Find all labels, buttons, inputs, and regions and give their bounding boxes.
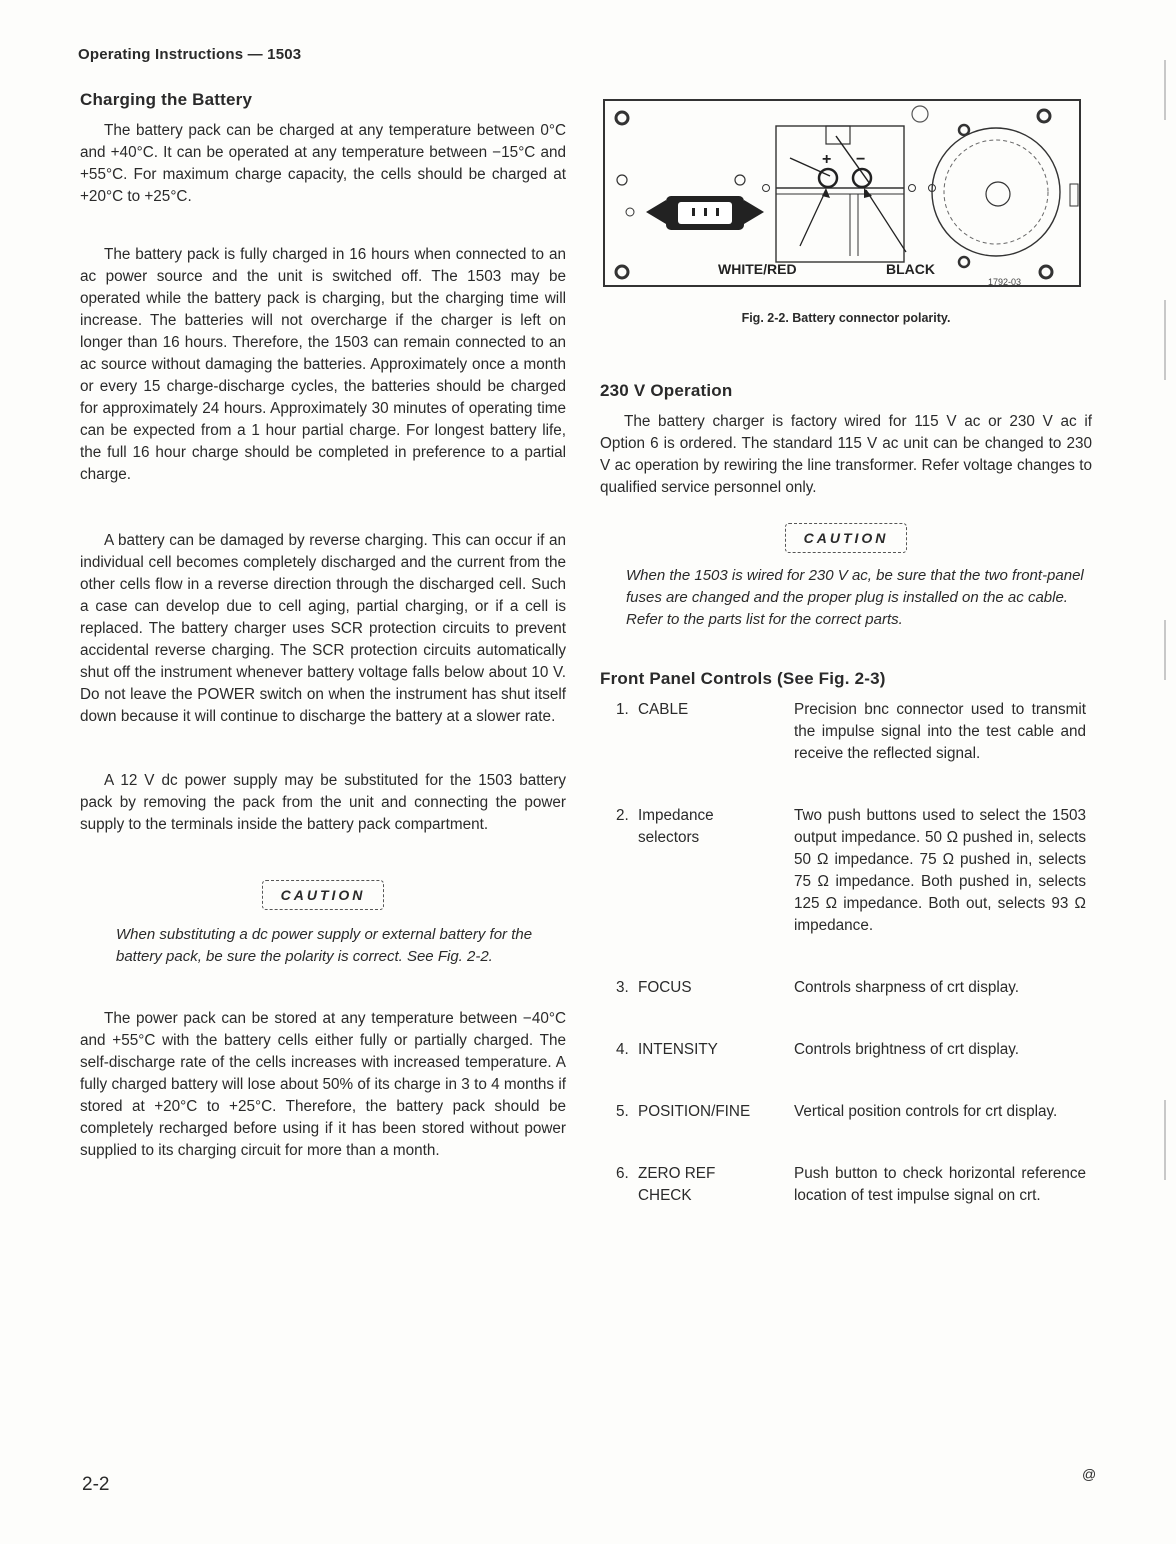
- section-heading-controls: Front Panel Controls (See Fig. 2-3): [600, 669, 886, 688]
- caution-label: CAUTION: [785, 523, 908, 553]
- screw-icon: [1040, 266, 1052, 278]
- control-name: FOCUS: [638, 979, 692, 996]
- paragraph-reverse-charging: A battery can be damaged by reverse charging. This can occur if an individual cell becomes completely discharged and the current from the other cells flow in a reverse direction through the discharged cell. Such a case can develop due to cell aging, partial charging, or if a cell is replaced. The battery charger uses SCR protection circuits to prevent accidental reverse charging. The SCR protection circuits automatically shut off the instrument whenever battery voltage falls below about 10 V. Do not leave the POWER switch on when the instrument has shut itself down because it will continue to discharge the battery at a slower rate.: [80, 532, 566, 725]
- right-column: [600, 96, 1092, 1207]
- paragraph-storage: The power pack can be stored at any temperature between −40°C and +55°C with the battery cells either fully or partially charged. The self-discharge rate of the cells increases with increased temperature. A fully charged battery will lose about 50% of its charge in 3 to 4 months if stored at +20°C to +25°C. Therefore, the battery pack should be completely recharged before using if it has been stored without power supplied to its charging circuit for more than a month.: [80, 1010, 566, 1159]
- screw-icon: [616, 266, 628, 278]
- figure-ref-number: 1792-03: [988, 277, 1022, 287]
- control-description: Precision bnc connector used to transmit the impulse signal into the test cable and receive the reflected signal.: [794, 701, 1086, 762]
- section-heading-charging: Charging the Battery: [80, 90, 253, 109]
- left-column: [80, 90, 566, 1162]
- control-description: Push button to check horizontal reference location of test impulse signal on crt.: [794, 1165, 1086, 1204]
- caution-block-230v: [600, 523, 1092, 553]
- scan-edge-mark: [1164, 1100, 1166, 1180]
- control-number: 5.: [616, 1103, 629, 1120]
- control-item: [616, 805, 1092, 937]
- control-number: 4.: [616, 1041, 629, 1058]
- control-item: [616, 1101, 1092, 1123]
- scan-edge-mark: [1164, 620, 1166, 680]
- corner-mark: @: [1082, 1466, 1097, 1482]
- control-number: 6.: [616, 1165, 629, 1182]
- paragraph-dc-supply: A 12 V dc power supply may be substituted for the 1503 battery pack by removing the pack from the unit and connecting the power supply to the terminals inside the battery pack compartment.: [80, 772, 566, 833]
- caution-text-fuses: When the 1503 is wired for 230 V ac, be sure that the two front-panel fuses are changed and the proper plug is installed on the ac cable. Refer to the parts list for the correct parts.: [626, 567, 1084, 628]
- plus-sign: +: [822, 151, 832, 168]
- control-description: Controls sharpness of crt display.: [794, 979, 1020, 996]
- control-description: Two push buttons used to select the 1503 output impedance. 50 Ω pushed in, selects 50 Ω impedance. 75 Ω pushed in, selects 75 Ω impedance. Both pushed in, selects 125 Ω impedance. Both out, selects 93 Ω impedance.: [794, 807, 1086, 934]
- scan-edge-mark: [1164, 60, 1166, 120]
- figure-caption: Fig. 2-2. Battery connector polarity.: [741, 311, 951, 325]
- screw-icon: [1038, 110, 1050, 122]
- control-number: 2.: [616, 807, 629, 824]
- control-name: INTENSITY: [638, 1041, 718, 1058]
- figure-battery-connector: [600, 96, 1092, 325]
- caution-block-dc: [80, 880, 566, 910]
- caution-label: CAUTION: [262, 880, 385, 910]
- paragraph-charge-temperature: The battery pack can be charged at any temperature between 0°C and +40°C. It can be operated at any temperature between −15°C and +55°C. For maximum charge capacity, the cells should be charged at +20°C to +25°C.: [80, 122, 566, 205]
- paragraph-230v: The battery charger is factory wired for 115 V ac or 230 V ac if Option 6 is ordered. The standard 115 V ac unit can be changed to 230 V ac operation by rewiring the line transformer. Refer voltage changes to qualified service personnel only.: [600, 413, 1092, 496]
- control-number: 1.: [616, 701, 629, 718]
- caution-text-polarity: When substituting a dc power supply or external battery for the battery pack, be sure the polarity is correct. See Fig. 2-2.: [116, 926, 533, 965]
- paragraph-charge-time: The battery pack is fully charged in 16 hours when connected to an ac power source and the unit is switched off. The 1503 may be operated while the battery pack is charging, but the charging time will increase. The batteries will not overcharge if the charger is left on longer than 16 hours. Therefore, the 1503 can remain connected to an ac source without damaging the batteries. Approximately once a month or every 15 charge-discharge cycles, the batteries should be charged for approximately 24 hours. Approximately 30 minutes of operating time can be expected from a 1 hour partial charge. For longest battery life, the full 16 hour charge should be completed in preference to a partial charge.: [80, 246, 566, 483]
- control-description: Controls brightness of crt display.: [794, 1041, 1020, 1058]
- control-item: [616, 699, 1092, 765]
- control-name: Impedance selectors: [638, 807, 714, 846]
- section-heading-230v: 230 V Operation: [600, 381, 733, 400]
- control-item: [616, 1039, 1092, 1061]
- page-number: 2-2: [82, 1474, 110, 1495]
- label-black: BLACK: [886, 261, 935, 277]
- control-name: ZERO REF CHECK: [638, 1165, 716, 1204]
- running-header: Operating Instructions — 1503: [78, 46, 302, 63]
- scan-edge-mark: [1164, 300, 1166, 380]
- control-item: [616, 1163, 1092, 1207]
- control-name: CABLE: [638, 701, 689, 718]
- minus-sign: −: [856, 151, 866, 168]
- ac-inlet-left-tab: [646, 200, 666, 224]
- control-item: [616, 977, 1092, 999]
- battery-connector-diagram: [600, 96, 1084, 296]
- control-number: 3.: [616, 979, 629, 996]
- control-description: Vertical position controls for crt display.: [794, 1103, 1058, 1120]
- control-name: POSITION/FINE: [638, 1103, 751, 1120]
- screw-icon: [616, 112, 628, 124]
- controls-list: [600, 699, 1092, 1207]
- label-white-red: WHITE/RED: [718, 261, 797, 277]
